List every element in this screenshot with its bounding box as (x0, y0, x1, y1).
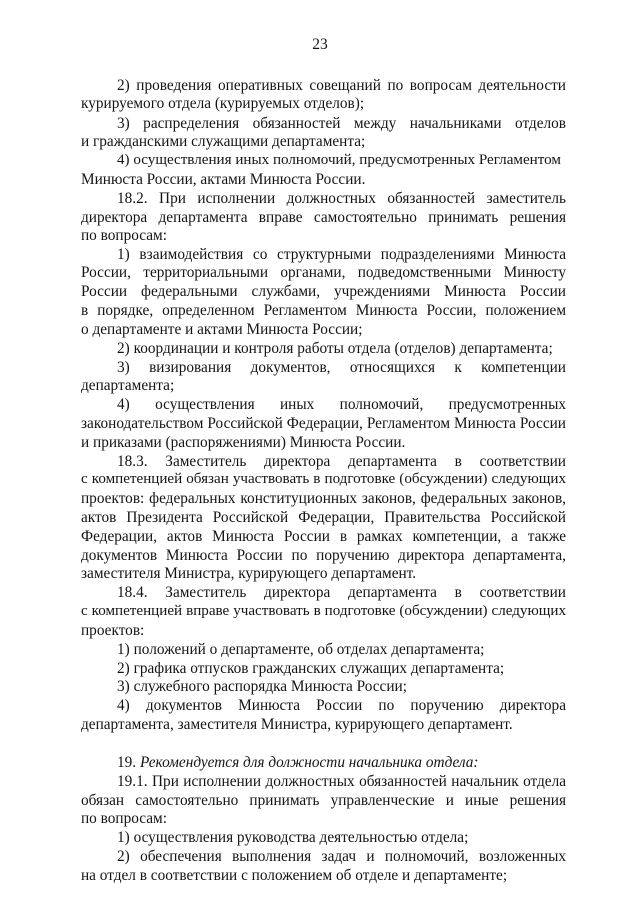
line-text: 2) графика отпусков гражданских служащих департамента; (117, 660, 505, 677)
text-line (81, 811, 167, 826)
text-line (117, 454, 566, 472)
text-line (81, 210, 566, 228)
line-text: Федерации, актов Минюста России в рамках компетенции, а также (81, 529, 566, 545)
line-text: заместителя Министра, курирующего департамент. (81, 565, 417, 582)
line-text: проектов: (81, 622, 145, 639)
line-text: директора департамента вправе самостоятельно принимать решения (81, 210, 566, 226)
line-text: 4) осуществления иных полномочий, предусмотренных Регламентом (117, 152, 561, 168)
line-text: Минюста России, актами Минюста России. (81, 171, 366, 188)
text-line (117, 397, 566, 415)
text-line (81, 265, 566, 283)
text-line (81, 491, 566, 509)
text-line (81, 566, 416, 581)
line-text: департамента; (81, 377, 175, 394)
text-line (81, 96, 364, 111)
line-text: 3) распределения обязанностей между начальниками отделов (117, 116, 566, 132)
line-text: 4) документов Минюста России по поручению директора (117, 698, 566, 714)
line-text: 18.4. Заместитель директора департамента в соответствии (117, 585, 566, 601)
text-line (81, 228, 167, 243)
text-line (117, 191, 566, 209)
line-text: России федеральными службами, учреждениями Минюста России (81, 284, 566, 300)
text-line (117, 774, 566, 792)
text-line (117, 661, 504, 676)
line-text: в порядке, определенном Регламентом Минюста России, положением (81, 303, 566, 319)
text-line (117, 341, 553, 356)
text-line (117, 642, 484, 657)
text-line (81, 529, 566, 547)
text-line (117, 755, 479, 770)
text-line (81, 510, 566, 528)
line-text: департамента, заместителя Министра, курирующего департамент. (81, 716, 513, 733)
line-text: 18.3. Заместитель директора департамента в соответствии (117, 454, 566, 470)
line-text: актов Президента Российской Федерации, Правительства Российской (81, 510, 566, 526)
text-line (117, 849, 566, 867)
text-line (117, 153, 561, 168)
line-text: с компетенцией обязан участвовать в подготовке (обсуждении) следующих (81, 472, 566, 487)
line-text: 2) проведения оперативных совещаний по вопросам деятельности (117, 78, 566, 94)
text-line (117, 247, 566, 265)
line-text: о департаменте и актами Минюста России; (81, 321, 363, 338)
line-text: 1) взаимодействия со структурными подразделениями Минюста (117, 247, 566, 263)
text-line (81, 868, 507, 883)
line-text: по вопросам: (81, 227, 167, 244)
line-text: 2) обеспечения выполнения задач и полномочий, возложенных (117, 849, 566, 865)
line-text: России, территориальными органами, подведомственными Минюсту (81, 265, 566, 281)
text-line (117, 116, 566, 134)
line-text: 1) положений о департаменте, об отделах департамента; (117, 641, 485, 658)
text-line (117, 679, 407, 694)
text-line (117, 830, 468, 845)
line-text: курируемого отдела (курируемых отделов); (81, 95, 365, 112)
text-line (81, 623, 144, 638)
section-number: 19. (117, 754, 140, 771)
line-text: 3) служебного распорядка Минюста России; (117, 678, 407, 695)
line-text: 19.1. При исполнении должностных обязанностей начальник отдела (117, 774, 566, 790)
text-line (81, 284, 566, 302)
line-text: по вопросам: (81, 810, 167, 827)
section-heading-italic: Рекомендуется для должности начальника отдела: (139, 754, 479, 771)
text-line (81, 134, 365, 149)
line-text: обязан самостоятельно принимать управленческие и иные решения (81, 793, 566, 809)
text-line (81, 548, 566, 566)
text-line (117, 78, 566, 96)
line-text: на отдел в соответствии с положением об отделе и департаменте; (81, 867, 508, 884)
text-line (81, 378, 174, 393)
line-text: с компетенцией вправе участвовать в подготовке (обсуждении) следующих (81, 604, 566, 619)
text-line (81, 604, 566, 622)
line-text: документов Минюста России по поручению директора департамента, (81, 548, 566, 564)
line-text: и приказами (распоряжениями) Минюста России. (81, 434, 406, 451)
line-text: 4) осуществления иных полномочий, предусмотренных (117, 397, 566, 413)
line-text: 1) осуществления руководства деятельностью отдела; (117, 829, 469, 846)
text-line (81, 435, 405, 450)
line-text: 3) визирования документов, относящихся к компетенции (117, 360, 566, 376)
line-text: проектов: федеральных конституционных законов, федеральных законов, (81, 491, 566, 507)
text-line (117, 698, 566, 716)
line-text: 2) координации и контроля работы отдела (отделов) департамента; (117, 340, 553, 357)
text-line (117, 360, 566, 378)
text-line (117, 585, 566, 603)
text-line (81, 793, 566, 811)
line-text: 18.2. При исполнении должностных обязанностей заместитель (117, 191, 566, 207)
page-number: 23 (312, 36, 328, 53)
text-line (81, 172, 365, 187)
text-line (81, 717, 513, 732)
text-line (81, 322, 363, 337)
text-line (81, 472, 566, 490)
line-text: и гражданскими служащими департамента; (81, 133, 366, 150)
text-line (81, 303, 566, 321)
text-line (81, 416, 566, 434)
line-text: законодательством Российской Федерации, Регламентом Минюста России (81, 416, 566, 432)
